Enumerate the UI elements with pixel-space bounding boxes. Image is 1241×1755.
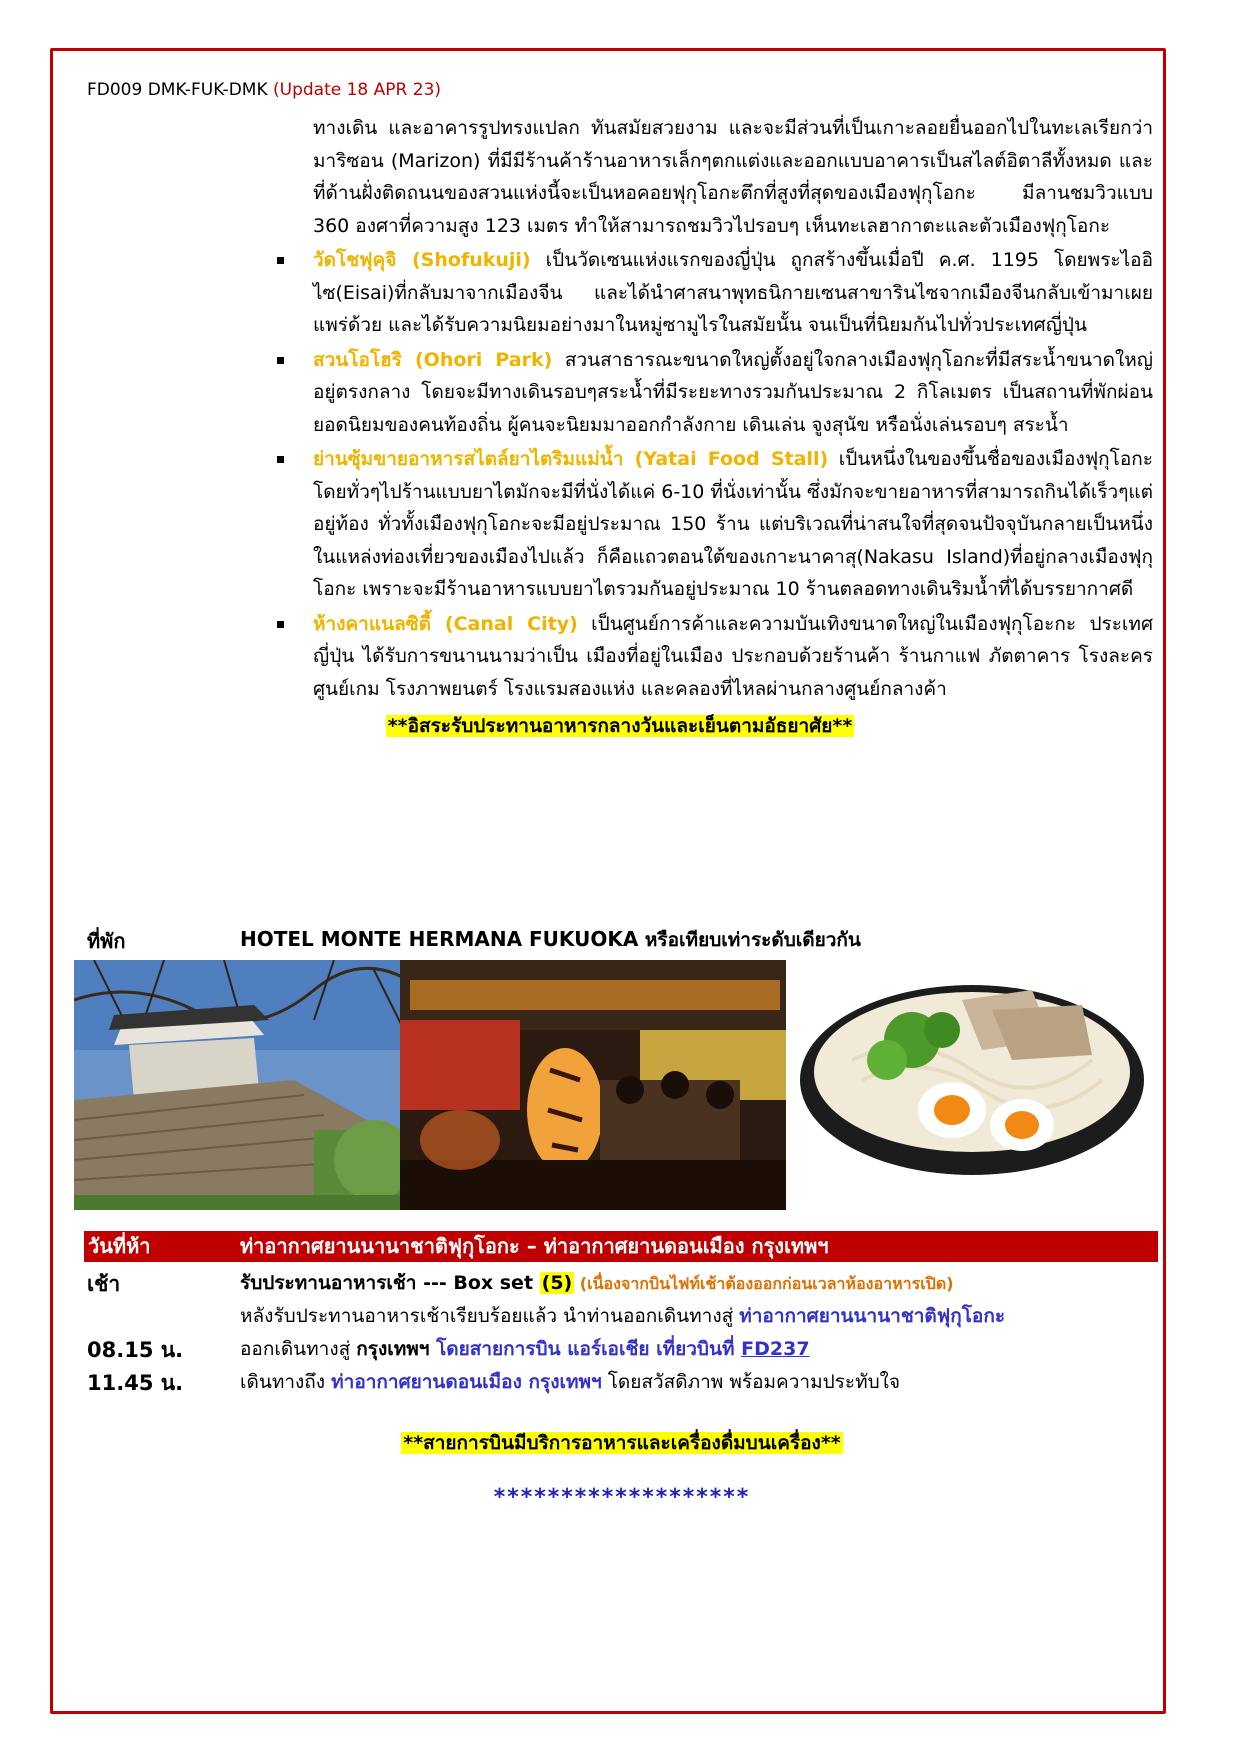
yatai-photo bbox=[400, 960, 786, 1210]
castle-image bbox=[74, 960, 440, 1210]
list-item bbox=[313, 443, 1153, 606]
photo-strip bbox=[74, 960, 1154, 1210]
update-date: (Update 18 APR 23) bbox=[273, 80, 442, 100]
main-content bbox=[87, 112, 1153, 741]
tour-code: FD009 DMK-FUK-DMK bbox=[87, 80, 268, 100]
attraction-list bbox=[87, 244, 1153, 705]
list-item bbox=[313, 608, 1153, 706]
yatai-image bbox=[400, 960, 786, 1210]
castle-photo bbox=[74, 960, 440, 1210]
day-five-header bbox=[84, 1231, 1158, 1262]
flight-meal-note: **สายการบินมีบริการอาหารและเครื่องดื่มบนเครื่อง** bbox=[403, 1432, 841, 1454]
meal-note: **อิสระรับประทานอาหารกลางวันและเย็นตามอัธยาศัย** bbox=[387, 715, 853, 737]
bullet-icon bbox=[277, 257, 284, 264]
attraction-text: เป็นศูนย์การค้าและความบันเทิงขนาดใหญ่ในเมืองฟุกุโอะกะ ประเทศญี่ปุ่น ได้รับการขนานนามว่าเป็น เมืองที่อยู่ในเมือง ประกอบด้วยร้านค้า ร้านกาแฟ ภัตตาคาร โรงละคร ศูนย์เกม โรงภาพยนตร์ โรงแรมสองแห่ง และคลองที่ไหลผ่านกลางศูนย์กลางค้า bbox=[313, 612, 1154, 700]
attraction-title: ย่านซุ้มขายอาหารสไตล์ยาไตริมแม่น้ำ (Yatai Food Stall) bbox=[313, 448, 829, 470]
day-route: ท่าอากาศยานนานาชาติฟุกุโอกะ – ท่าอากาศยานดอนเมือง กรุงเทพฯ bbox=[240, 1234, 829, 1258]
hotel-label: ที่พัก bbox=[87, 929, 126, 953]
attraction-title: ห้างคาแนลซิตี้ (Canal City) bbox=[313, 612, 578, 635]
bullet-icon bbox=[277, 357, 284, 364]
attraction-text: สวนสาธารณะขนาดใหญ่ตั้งอยู่ใจกลางเมืองฟุกุโอกะที่มีสระน้ำขนาดใหญ่อยู่ตรงกลาง โดยจะมีทางเดินรอบๆสระน้ำที่มีระยะทางรวมกันประมาณ 2 กิโลเมตร เป็นสถานที่พักผ่อนยอดนิยมของคนท้องถิ่น ผู้คนจะนิยมมาออกกำลังกาย เดินเล่น จูงสุนัข หรือนั่งเล่นรอบๆ สระน้ำ bbox=[313, 348, 1153, 436]
day-label: วันที่ห้า bbox=[88, 1234, 151, 1258]
ramen-image bbox=[792, 960, 1154, 1210]
intro-paragraph: ทางเดิน และอาคารรูปทรงแปลก ทันสมัยสวยงาม และจะมีส่วนที่เป็นเกาะลอยยื่นออกไปในทะเลเรียกว่า มาริซอน (Marizon) ที่มีมีร้านค้าร้านอาหารเล็กๆตกแต่งและออกแบบอาคารเป็นสไลต์อิตาลีทั้งหมด และที่ด้านฝั่งติดถนนของสวนแห่งนี้จะเป็นหอคอยฟุกุโอกะตึกที่สูงที่สุดของเมืองฟุกุโอกะ มีลานชมวิวแบบ 360 องศาที่ความสูง 123 เมตร ทำให้สามารถชมวิวไปรอบๆ เห็นทะเลฮากาตะและตัวเมืองฟุกุโอกะ bbox=[313, 117, 1153, 237]
hotel-name: HOTEL MONTE HERMANA FUKUOKA หรือเทียบเท่าระดับเดียวกัน bbox=[240, 927, 861, 951]
attraction-title: สวนโอโฮริ (Ohori Park) bbox=[313, 348, 553, 371]
attraction-text: เป็นวัดเซนแห่งแรกของญี่ปุ่น ถูกสร้างขึ้นเมื่อปี ค.ศ. 1195 โดยพระไออิไซ(Eisai)ที่กลับมาจากเมืองจีน และได้นำศาสนาพุทธนิกายเซนสาขารินไซจากเมืองจีนกลับเข้ามาเผยแพร่ด้วย และได้รับความนิยมอย่างมาในหมู่ซามูไรในสมัยนั้น จนเป็นที่นิยมกันไปทั่วประเทศญี่ปุ่น bbox=[313, 249, 1153, 336]
list-item bbox=[313, 344, 1153, 442]
ramen-photo bbox=[792, 960, 1154, 1210]
end-stars: ******************* bbox=[493, 1485, 751, 1510]
departure-time: 08.15 น. bbox=[87, 1338, 184, 1362]
list-item bbox=[313, 244, 1153, 342]
morning-label: เช้า bbox=[87, 1272, 121, 1296]
document-header bbox=[87, 80, 441, 100]
attraction-text: เป็นหนึ่งในของขึ้นชื่อของเมืองฟุกุโอกะ โดยทั่วๆไปร้านแบบยาไตมักจะมีที่นั่งได้แค่ 6-10 ที่นั่งเท่านั้น ซึ่งมักจะขายอาหารที่สามารถกินได้เร็วๆแต่อยู่ท้อง ทั่วทั้งเมืองฟุกุโอกะจะมีอยู่ประมาณ 150 ร้าน แต่บริเวณที่น่าสนใจที่สุดจนปัจจุบันกลายเป็นหนึ่งในแหล่งท่องเที่ยวของเมืองไปแล้ว ก็คือแถวตอนใต้ของเกาะนาคาสุ(Nakasu Island)ที่อยู่กลางเมืองฟุกุโอกะ เพราะจะมีร้านอาหารแบบยาไตรวมกันอยู่ประมาณ 10 ร้านตลอดทางเดินริมน้ำที่ได้บรรยากาศดี bbox=[313, 448, 1154, 600]
attraction-title: วัดโชฟุคุจิ (Shofukuji) bbox=[313, 249, 531, 271]
flight-link[interactable]: FD237 bbox=[741, 1338, 810, 1360]
morning-text: รับประทานอาหารเช้า --- Box set (5) (เนื่องจากบินไฟท์เช้าต้องออกก่อนเวลาห้องอาหารเปิด) bbox=[240, 1272, 954, 1294]
bullet-icon bbox=[277, 456, 284, 463]
bullet-icon bbox=[277, 621, 284, 628]
arrival-time: 11.45 น. bbox=[87, 1371, 184, 1395]
